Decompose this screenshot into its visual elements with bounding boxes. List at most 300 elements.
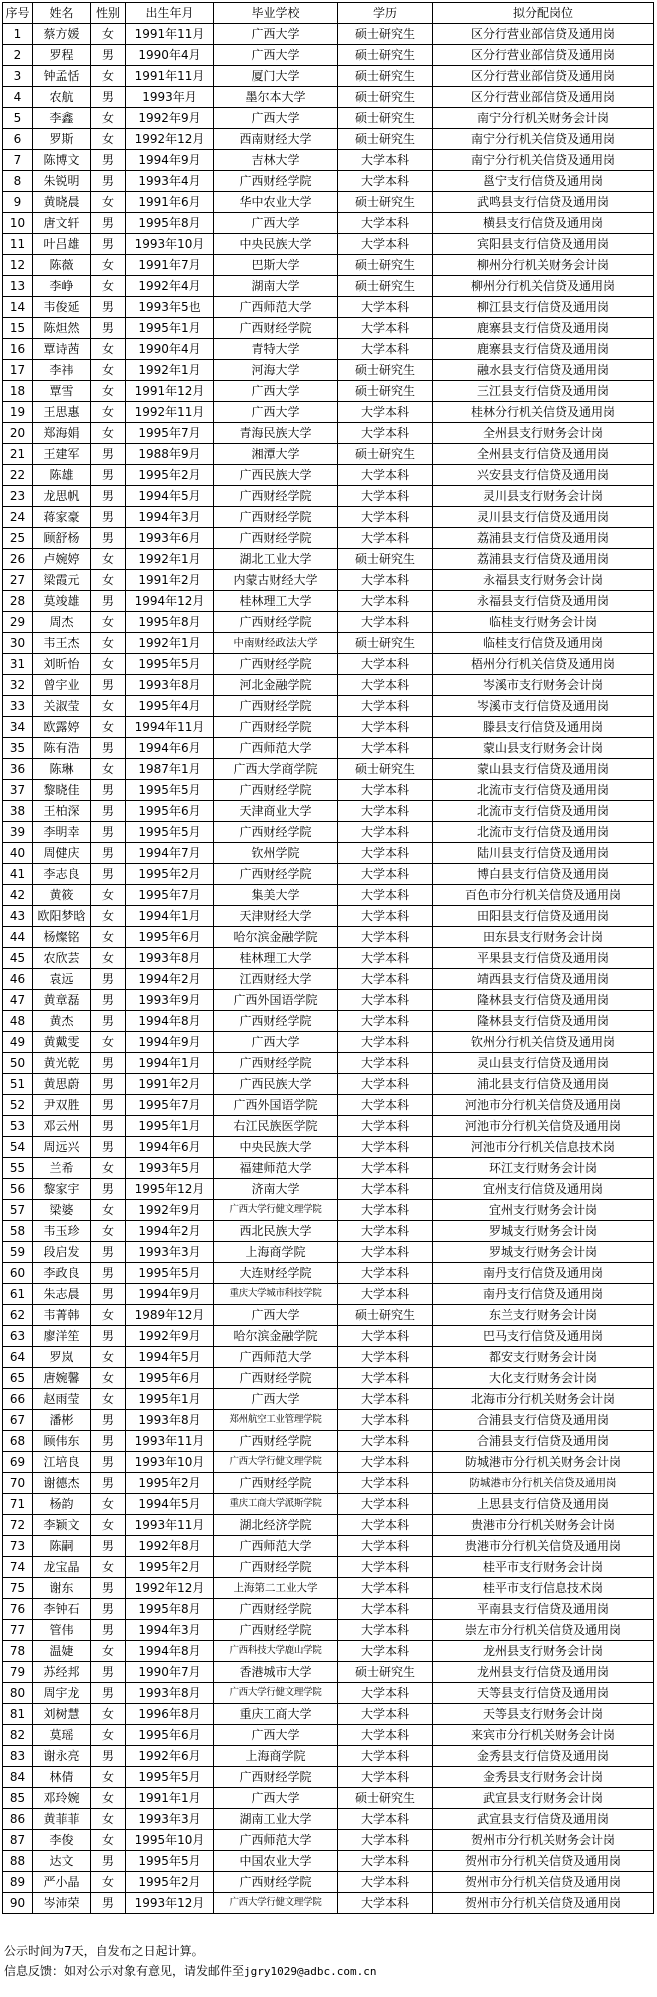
table-row	[3, 1179, 654, 1200]
cell-birth: 1995年6月	[126, 927, 214, 948]
table-row	[3, 1893, 654, 1914]
cell-gender: 男	[91, 990, 126, 1011]
cell-birth: 1991年6月	[126, 192, 214, 213]
cell-position: 贵港市分行机关信贷及通用岗	[433, 1536, 654, 1557]
cell-gender: 男	[91, 1410, 126, 1431]
cell-gender: 男	[91, 465, 126, 486]
cell-school: 广西财经学院	[214, 1599, 338, 1620]
cell-position: 天等县支行信贷及通用岗	[433, 1683, 654, 1704]
cell-seq: 31	[3, 654, 33, 675]
cell-position: 贺州市分行机关财务会计岗	[433, 1830, 654, 1851]
cell-gender: 女	[91, 276, 126, 297]
cell-name: 黄筱	[33, 885, 91, 906]
cell-seq: 9	[3, 192, 33, 213]
table-row	[3, 1410, 654, 1431]
cell-school: 广西财经学院	[214, 1473, 338, 1494]
cell-position: 隆林县支行信贷及通用岗	[433, 1011, 654, 1032]
cell-position: 龙州县支行财务会计岗	[433, 1641, 654, 1662]
cell-name: 韦玉珍	[33, 1221, 91, 1242]
cell-gender: 男	[91, 1284, 126, 1305]
cell-seq: 21	[3, 444, 33, 465]
cell-birth: 1993年5也	[126, 297, 214, 318]
cell-gender: 女	[91, 1872, 126, 1893]
cell-school: 广西师范大学	[214, 297, 338, 318]
table-row	[3, 276, 654, 297]
cell-degree: 大学本科	[338, 1179, 433, 1200]
cell-seq: 77	[3, 1620, 33, 1641]
cell-birth: 1995年12月	[126, 1179, 214, 1200]
cell-birth: 1991年7月	[126, 255, 214, 276]
cell-degree: 硕士研究生	[338, 108, 433, 129]
cell-gender: 男	[91, 1263, 126, 1284]
cell-degree: 硕士研究生	[338, 192, 433, 213]
cell-gender: 女	[91, 570, 126, 591]
cell-gender: 女	[91, 1767, 126, 1788]
cell-school: 广西大学行健文理学院	[214, 1893, 338, 1914]
cell-school: 广西师范大学	[214, 1536, 338, 1557]
cell-name: 王建军	[33, 444, 91, 465]
cell-degree: 大学本科	[338, 1347, 433, 1368]
cell-degree: 大学本科	[338, 1053, 433, 1074]
cell-school: 上海商学院	[214, 1242, 338, 1263]
cell-degree: 大学本科	[338, 213, 433, 234]
cell-school: 广西大学商学院	[214, 759, 338, 780]
cell-seq: 27	[3, 570, 33, 591]
table-row	[3, 1725, 654, 1746]
cell-gender: 男	[91, 1011, 126, 1032]
table-row	[3, 1074, 654, 1095]
cell-school: 广西师范大学	[214, 1830, 338, 1851]
cell-seq: 29	[3, 612, 33, 633]
cell-school: 广西大学	[214, 381, 338, 402]
cell-seq: 84	[3, 1767, 33, 1788]
cell-birth: 1995年1月	[126, 318, 214, 339]
cell-seq: 46	[3, 969, 33, 990]
cell-seq: 38	[3, 801, 33, 822]
cell-name: 龙思帆	[33, 486, 91, 507]
cell-position: 融水县支行信贷及通用岗	[433, 360, 654, 381]
cell-degree: 大学本科	[338, 1515, 433, 1536]
table-row	[3, 66, 654, 87]
cell-gender: 男	[91, 1053, 126, 1074]
cell-position: 田阳县支行信贷及通用岗	[433, 906, 654, 927]
cell-school: 江西财经大学	[214, 969, 338, 990]
cell-position: 田东县支行财务会计岗	[433, 927, 654, 948]
cell-birth: 1993年9月	[126, 990, 214, 1011]
cell-school: 广西财经学院	[214, 1620, 338, 1641]
cell-seq: 19	[3, 402, 33, 423]
cell-name: 杨燦铭	[33, 927, 91, 948]
cell-degree: 硕士研究生	[338, 444, 433, 465]
cell-birth: 1993年月	[126, 87, 214, 108]
cell-degree: 大学本科	[338, 171, 433, 192]
cell-school: 重庆大学城市科技学院	[214, 1284, 338, 1305]
cell-degree: 大学本科	[338, 843, 433, 864]
cell-birth: 1995年5月	[126, 822, 214, 843]
cell-name: 朱志晨	[33, 1284, 91, 1305]
cell-degree: 硕士研究生	[338, 255, 433, 276]
cell-name: 卢婉婷	[33, 549, 91, 570]
cell-seq: 26	[3, 549, 33, 570]
cell-gender: 女	[91, 612, 126, 633]
cell-seq: 14	[3, 297, 33, 318]
cell-name: 温婕	[33, 1641, 91, 1662]
cell-birth: 1993年3月	[126, 1242, 214, 1263]
table-row	[3, 1809, 654, 1830]
cell-name: 顾伟东	[33, 1431, 91, 1452]
cell-position: 博白县支行信贷及通用岗	[433, 864, 654, 885]
cell-position: 来宾市分行机关财务会计岗	[433, 1725, 654, 1746]
cell-school: 巴斯大学	[214, 255, 338, 276]
table-row	[3, 465, 654, 486]
table-row	[3, 1263, 654, 1284]
cell-seq: 4	[3, 87, 33, 108]
table-row	[3, 738, 654, 759]
cell-seq: 58	[3, 1221, 33, 1242]
cell-birth: 1990年7月	[126, 1662, 214, 1683]
cell-gender: 男	[91, 675, 126, 696]
table-row	[3, 654, 654, 675]
cell-seq: 5	[3, 108, 33, 129]
cell-birth: 1995年6月	[126, 801, 214, 822]
cell-gender: 男	[91, 843, 126, 864]
cell-degree: 大学本科	[338, 1137, 433, 1158]
cell-position: 滕县支行信贷及通用岗	[433, 717, 654, 738]
cell-gender: 男	[91, 87, 126, 108]
cell-birth: 1995年5月	[126, 1263, 214, 1284]
cell-position: 环江支行财务会计岗	[433, 1158, 654, 1179]
table-row	[3, 1368, 654, 1389]
cell-birth: 1993年3月	[126, 1809, 214, 1830]
cell-name: 李祎	[33, 360, 91, 381]
cell-name: 关淑莹	[33, 696, 91, 717]
cell-degree: 硕士研究生	[338, 66, 433, 87]
cell-birth: 1987年1月	[126, 759, 214, 780]
table-row	[3, 528, 654, 549]
cell-gender: 女	[91, 885, 126, 906]
cell-position: 蒙山县支行财务会计岗	[433, 738, 654, 759]
cell-school: 哈尔滨金融学院	[214, 1326, 338, 1347]
table-row	[3, 1515, 654, 1536]
table-row	[3, 549, 654, 570]
table-row	[3, 213, 654, 234]
cell-position: 天等县支行财务会计岗	[433, 1704, 654, 1725]
cell-school: 广西财经学院	[214, 717, 338, 738]
cell-school: 广西财经学院	[214, 1557, 338, 1578]
cell-degree: 大学本科	[338, 1599, 433, 1620]
cell-school: 广西财经学院	[214, 318, 338, 339]
cell-position: 浦北县支行信贷及通用岗	[433, 1074, 654, 1095]
cell-birth: 1993年10月	[126, 234, 214, 255]
cell-birth: 1992年9月	[126, 1326, 214, 1347]
cell-name: 达文	[33, 1851, 91, 1872]
table-row	[3, 1431, 654, 1452]
cell-seq: 13	[3, 276, 33, 297]
cell-gender: 男	[91, 213, 126, 234]
cell-birth: 1994年6月	[126, 1137, 214, 1158]
cell-name: 陈炟然	[33, 318, 91, 339]
cell-birth: 1994年3月	[126, 507, 214, 528]
cell-birth: 1992年1月	[126, 360, 214, 381]
cell-school: 厦门大学	[214, 66, 338, 87]
cell-name: 谢德杰	[33, 1473, 91, 1494]
cell-degree: 大学本科	[338, 402, 433, 423]
cell-gender: 男	[91, 1452, 126, 1473]
cell-seq: 69	[3, 1452, 33, 1473]
cell-name: 黄杰	[33, 1011, 91, 1032]
cell-position: 上思县支行信贷及通用岗	[433, 1494, 654, 1515]
table-row	[3, 1032, 654, 1053]
cell-school: 重庆工商大学	[214, 1704, 338, 1725]
cell-position: 钦州分行机关信贷及通用岗	[433, 1032, 654, 1053]
cell-seq: 40	[3, 843, 33, 864]
table-row	[3, 1053, 654, 1074]
cell-school: 济南大学	[214, 1179, 338, 1200]
cell-seq: 10	[3, 213, 33, 234]
cell-position: 贺州市分行机关信贷及通用岗	[433, 1872, 654, 1893]
cell-degree: 大学本科	[338, 1872, 433, 1893]
cell-birth: 1995年2月	[126, 1557, 214, 1578]
table-row	[3, 1704, 654, 1725]
cell-name: 黄晓晨	[33, 192, 91, 213]
cell-gender: 女	[91, 1221, 126, 1242]
cell-degree: 大学本科	[338, 1389, 433, 1410]
cell-gender: 男	[91, 822, 126, 843]
cell-school: 广西财经学院	[214, 171, 338, 192]
cell-birth: 1994年9月	[126, 1032, 214, 1053]
cell-school: 湘潭大学	[214, 444, 338, 465]
table-row	[3, 108, 654, 129]
cell-position: 宾阳县支行信贷及通用岗	[433, 234, 654, 255]
cell-birth: 1989年12月	[126, 1305, 214, 1326]
feedback-email-link[interactable]: jgry1029@adbc.com.cn	[244, 1965, 377, 1978]
feedback-note	[4, 1962, 376, 1981]
cell-position: 防城港市分行机关信贷及通用岗	[433, 1473, 654, 1494]
cell-name: 农航	[33, 87, 91, 108]
cell-position: 河池市分行机关信息技术岗	[433, 1137, 654, 1158]
cell-seq: 22	[3, 465, 33, 486]
cell-name: 廖洋笙	[33, 1326, 91, 1347]
cell-gender: 男	[91, 1242, 126, 1263]
cell-school: 福建师范大学	[214, 1158, 338, 1179]
cell-seq: 76	[3, 1599, 33, 1620]
cell-degree: 大学本科	[338, 318, 433, 339]
cell-name: 刘昕怡	[33, 654, 91, 675]
table-row	[3, 1662, 654, 1683]
cell-position: 柳州分行机关财务会计岗	[433, 255, 654, 276]
cell-birth: 1994年5月	[126, 1347, 214, 1368]
cell-birth: 1995年2月	[126, 1473, 214, 1494]
table-row	[3, 1872, 654, 1893]
table-row	[3, 45, 654, 66]
cell-gender: 男	[91, 318, 126, 339]
cell-position: 金秀县支行财务会计岗	[433, 1767, 654, 1788]
cell-degree: 大学本科	[338, 1767, 433, 1788]
cell-degree: 硕士研究生	[338, 1662, 433, 1683]
table-row	[3, 906, 654, 927]
cell-name: 罗程	[33, 45, 91, 66]
header-name: 姓名	[33, 3, 91, 24]
cell-school: 广西财经学院	[214, 822, 338, 843]
cell-gender: 男	[91, 1095, 126, 1116]
cell-seq: 7	[3, 150, 33, 171]
cell-seq: 43	[3, 906, 33, 927]
cell-name: 林倩	[33, 1767, 91, 1788]
table-row	[3, 591, 654, 612]
cell-position: 宜州支行财务会计岗	[433, 1200, 654, 1221]
cell-gender: 女	[91, 423, 126, 444]
cell-degree: 大学本科	[338, 1368, 433, 1389]
cell-seq: 56	[3, 1179, 33, 1200]
cell-seq: 61	[3, 1284, 33, 1305]
table-row	[3, 339, 654, 360]
cell-school: 集美大学	[214, 885, 338, 906]
cell-school: 广西民族大学	[214, 465, 338, 486]
cell-degree: 大学本科	[338, 1011, 433, 1032]
table-row	[3, 675, 654, 696]
cell-seq: 88	[3, 1851, 33, 1872]
cell-seq: 55	[3, 1158, 33, 1179]
table-row	[3, 1200, 654, 1221]
cell-seq: 89	[3, 1872, 33, 1893]
table-row	[3, 507, 654, 528]
table-header	[3, 3, 654, 24]
cell-school: 重庆工商大学派斯学院	[214, 1494, 338, 1515]
cell-gender: 男	[91, 1599, 126, 1620]
cell-position: 隆林县支行信贷及通用岗	[433, 990, 654, 1011]
cell-school: 钦州学院	[214, 843, 338, 864]
cell-school: 广西民族大学	[214, 1074, 338, 1095]
cell-degree: 硕士研究生	[338, 381, 433, 402]
cell-degree: 大学本科	[338, 1158, 433, 1179]
cell-degree: 大学本科	[338, 612, 433, 633]
table-row	[3, 717, 654, 738]
cell-school: 广西财经学院	[214, 507, 338, 528]
cell-degree: 大学本科	[338, 801, 433, 822]
cell-birth: 1992年6月	[126, 1746, 214, 1767]
cell-gender: 男	[91, 486, 126, 507]
cell-name: 梁婆	[33, 1200, 91, 1221]
cell-seq: 37	[3, 780, 33, 801]
cell-position: 东兰支行财务会计岗	[433, 1305, 654, 1326]
cell-position: 兴安县支行信贷及通用岗	[433, 465, 654, 486]
cell-degree: 大学本科	[338, 654, 433, 675]
cell-school: 内蒙古财经大学	[214, 570, 338, 591]
cell-school: 广西财经学院	[214, 654, 338, 675]
cell-position: 平果县支行信贷及通用岗	[433, 948, 654, 969]
cell-degree: 大学本科	[338, 234, 433, 255]
cell-seq: 82	[3, 1725, 33, 1746]
cell-school: 广西财经学院	[214, 1872, 338, 1893]
table-row	[3, 633, 654, 654]
cell-seq: 70	[3, 1473, 33, 1494]
cell-birth: 1990年4月	[126, 45, 214, 66]
cell-gender: 男	[91, 969, 126, 990]
cell-gender: 女	[91, 927, 126, 948]
cell-school: 广西大学	[214, 1305, 338, 1326]
table-row	[3, 927, 654, 948]
cell-gender: 女	[91, 1305, 126, 1326]
cell-degree: 硕士研究生	[338, 276, 433, 297]
cell-gender: 男	[91, 1137, 126, 1158]
cell-degree: 大学本科	[338, 1683, 433, 1704]
cell-gender: 男	[91, 780, 126, 801]
cell-school: 上海第二工业大学	[214, 1578, 338, 1599]
table-row	[3, 360, 654, 381]
cell-school: 湖南工业大学	[214, 1809, 338, 1830]
cell-position: 桂平市支行信息技术岗	[433, 1578, 654, 1599]
cell-school: 广西财经学院	[214, 864, 338, 885]
cell-school: 广西大学	[214, 1032, 338, 1053]
cell-seq: 15	[3, 318, 33, 339]
cell-gender: 女	[91, 633, 126, 654]
cell-degree: 大学本科	[338, 1116, 433, 1137]
cell-school: 桂林理工大学	[214, 948, 338, 969]
cell-gender: 男	[91, 1116, 126, 1137]
table-row	[3, 1452, 654, 1473]
table-row	[3, 696, 654, 717]
cell-birth: 1993年11月	[126, 1515, 214, 1536]
cell-school: 天津商业大学	[214, 801, 338, 822]
cell-gender: 男	[91, 444, 126, 465]
cell-school: 桂林理工大学	[214, 591, 338, 612]
cell-birth: 1994年11月	[126, 717, 214, 738]
cell-school: 青海民族大学	[214, 423, 338, 444]
cell-name: 陈薇	[33, 255, 91, 276]
cell-name: 朱锐明	[33, 171, 91, 192]
cell-gender: 男	[91, 1179, 126, 1200]
cell-position: 合浦县支行信贷及通用岗	[433, 1431, 654, 1452]
cell-degree: 硕士研究生	[338, 549, 433, 570]
cell-seq: 30	[3, 633, 33, 654]
cell-school: 广西科技大学鹿山学院	[214, 1641, 338, 1662]
cell-birth: 1988年9月	[126, 444, 214, 465]
cell-gender: 女	[91, 948, 126, 969]
cell-position: 南丹支行信贷及通用岗	[433, 1284, 654, 1305]
table-row	[3, 990, 654, 1011]
cell-degree: 大学本科	[338, 1851, 433, 1872]
cell-name: 周宇龙	[33, 1683, 91, 1704]
cell-birth: 1995年2月	[126, 864, 214, 885]
cell-degree: 大学本科	[338, 1452, 433, 1473]
cell-seq: 75	[3, 1578, 33, 1599]
cell-name: 覃诗茜	[33, 339, 91, 360]
cell-name: 岑沛荣	[33, 1893, 91, 1914]
cell-degree: 大学本科	[338, 570, 433, 591]
cell-position: 南丹支行信贷及通用岗	[433, 1263, 654, 1284]
cell-birth: 1993年8月	[126, 948, 214, 969]
cell-school: 中国农业大学	[214, 1851, 338, 1872]
cell-seq: 87	[3, 1830, 33, 1851]
table-row	[3, 1641, 654, 1662]
cell-birth: 1995年2月	[126, 1872, 214, 1893]
cell-degree: 硕士研究生	[338, 759, 433, 780]
table-row	[3, 1305, 654, 1326]
cell-school: 郑州航空工业管理学院	[214, 1410, 338, 1431]
cell-seq: 25	[3, 528, 33, 549]
cell-degree: 大学本科	[338, 717, 433, 738]
cell-school: 上海商学院	[214, 1746, 338, 1767]
cell-position: 南宁分行机关信贷及通用岗	[433, 129, 654, 150]
table-row	[3, 864, 654, 885]
cell-degree: 大学本科	[338, 339, 433, 360]
cell-degree: 大学本科	[338, 1326, 433, 1347]
cell-name: 蔡方媛	[33, 24, 91, 45]
cell-gender: 男	[91, 1431, 126, 1452]
cell-school: 广西外国语学院	[214, 990, 338, 1011]
table-row	[3, 885, 654, 906]
cell-position: 北海市分行机关财务会计岗	[433, 1389, 654, 1410]
